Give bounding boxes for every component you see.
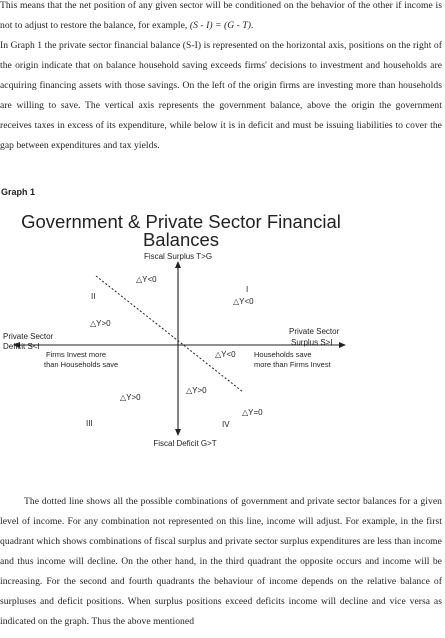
vertical-axis-arrow-bottom <box>175 429 181 436</box>
quadrant-2-label: II <box>91 292 96 301</box>
right-axis-label-1: Private Sector <box>289 327 340 336</box>
left-note-2: than Households save <box>44 360 119 369</box>
left-note-1: Firms Invest more <box>46 350 107 359</box>
intro-line-2: the other if income is not to adjust to restore the balance, for example, <box>0 0 442 31</box>
delta-y-q4: △Y>0 <box>186 386 207 395</box>
intro-paragraph <box>0 0 442 36</box>
identity-formula: (S - I) = (G - T) <box>189 20 251 31</box>
intro-line-1: This means that the net position of any given sector will be conditioned on the behavior of <box>0 0 356 11</box>
delta-y-q2-top: △Y<0 <box>136 275 157 284</box>
right-note-1: Households save <box>254 350 312 359</box>
graph-title-line-1: Government & Private Sector Financial <box>21 211 341 232</box>
horizontal-axis-arrow-right <box>339 342 346 348</box>
quadrant-4-label: IV <box>222 420 230 429</box>
right-note-2: more than Firms Invest <box>254 360 331 369</box>
quadrant-1-label: I <box>246 285 249 294</box>
left-axis-label-2: Deficit S<I <box>3 342 40 351</box>
graph-title-line-2: Balances <box>142 229 220 250</box>
quadrant-3-label: III <box>86 419 93 428</box>
vertical-axis-arrow-top <box>175 261 181 268</box>
top-axis-label: Fiscal Surplus T>G <box>143 252 213 261</box>
constant-income-line <box>96 276 243 392</box>
delta-y-q2-low: △Y>0 <box>90 319 111 328</box>
conclusion-paragraph: The dotted line shows all the possible combinations of government and private sector balances for a given level of income. For any combination not represented on this line, income will adjust. For example, in the first quadrant which shows combinations of fiscal surplus and private sector surplus expenditures are less than income and thus income will decline. On the other hand, in the third quadrant the opposite occurs and income will be increasing. For the second and fourth quadrants the behaviour of income depends on the relative balance of surpluses and deficit positions. When surplus positions exceed deficits income will decline and vice versa as indicated on the graph. Thus the above mentioned <box>0 496 442 627</box>
delta-y-right-mid: △Y<0 <box>215 350 236 359</box>
graph-1 <box>0 198 445 454</box>
delta-y-q1: △Y<0 <box>233 297 254 306</box>
graph-heading: Graph 1 <box>1 187 36 197</box>
delta-y-q3: △Y>0 <box>120 393 141 402</box>
intro-line-2-end: . <box>250 20 254 31</box>
right-axis-label-2: Surplus S>I <box>291 338 333 347</box>
left-axis-label-1: Private Sector <box>3 332 54 341</box>
bottom-axis-label: Fiscal Deficit G>T <box>153 439 217 448</box>
explanation-paragraph: In Graph 1 the private sector financial balance (S-I) is represented on the horizontal axis, positions on the right of the origin indicate that on balance household saving exceeds firms' decisions to investment and households are acquiring financing assets with those savings. On the left of the origin firms are investing more than households are willing to save. The vertical axis represents the government balance, above the origin the government receives taxes in excess of its expenditure, while below it is in deficit and must be issuing liabilities to cover the gap between expenditures and tax yields. <box>0 40 442 151</box>
delta-y-line-end: △Y=0 <box>242 408 263 417</box>
